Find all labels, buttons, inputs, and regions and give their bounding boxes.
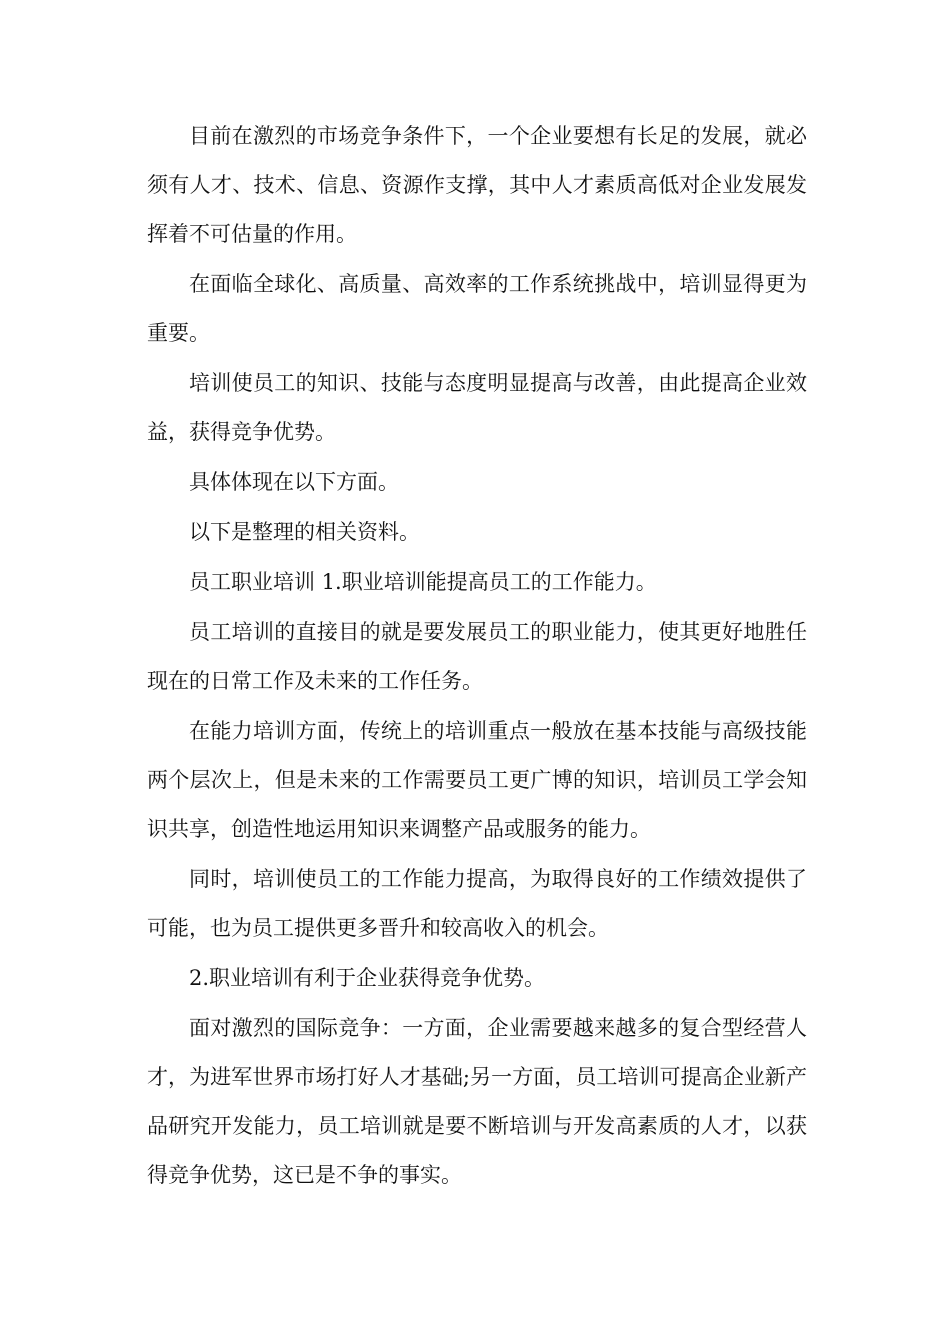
document-body bbox=[147, 112, 807, 1201]
paragraph-5: 以下是整理的相关资料。 bbox=[189, 520, 420, 544]
paragraph-1: 目前在激烈的市场竞争条件下，一个企业要想有长足的发展，就必须有人才、技术、信息、资源作支撑，其中人才素质高低对企业发展发挥着不可估量的作用。 bbox=[147, 124, 807, 246]
paragraph-2: 在面临全球化、高质量、高效率的工作系统挑战中，培训显得更为重要。 bbox=[147, 272, 807, 345]
paragraph-7: 员工培训的直接目的就是要发展员工的职业能力，使其更好地胜任现在的日常工作及未来的工作任务。 bbox=[147, 620, 807, 693]
paragraph-6: 员工职业培训 1.职业培训能提高员工的工作能力。 bbox=[189, 570, 657, 594]
paragraph-3: 培训使员工的知识、技能与态度明显提高与改善，由此提高企业效益，获得竞争优势。 bbox=[147, 371, 807, 444]
paragraph-9: 同时，培训使员工的工作能力提高，为取得良好的工作绩效提供了可能，也为员工提供更多晋升和较高收入的机会。 bbox=[147, 867, 807, 940]
paragraph-11: 面对激烈的国际竞争：一方面，企业需要越来越多的复合型经营人才，为进军世界市场打好人才基础;另一方面，员工培训可提高企业新产品研究开发能力，员工培训就是要不断培训与开发高素质的人才，以获得竞争优势，这已是不争的事实。 bbox=[147, 1016, 807, 1187]
paragraph-8: 在能力培训方面，传统上的培训重点一般放在基本技能与高级技能两个层次上，但是未来的工作需要员工更广博的知识，培训员工学会知识共享，创造性地运用知识来调整产品或服务的能力。 bbox=[147, 719, 807, 841]
paragraph-10: 2.职业培训有利于企业获得竞争优势。 bbox=[189, 966, 546, 990]
paragraph-4: 具体体现在以下方面。 bbox=[189, 470, 399, 494]
